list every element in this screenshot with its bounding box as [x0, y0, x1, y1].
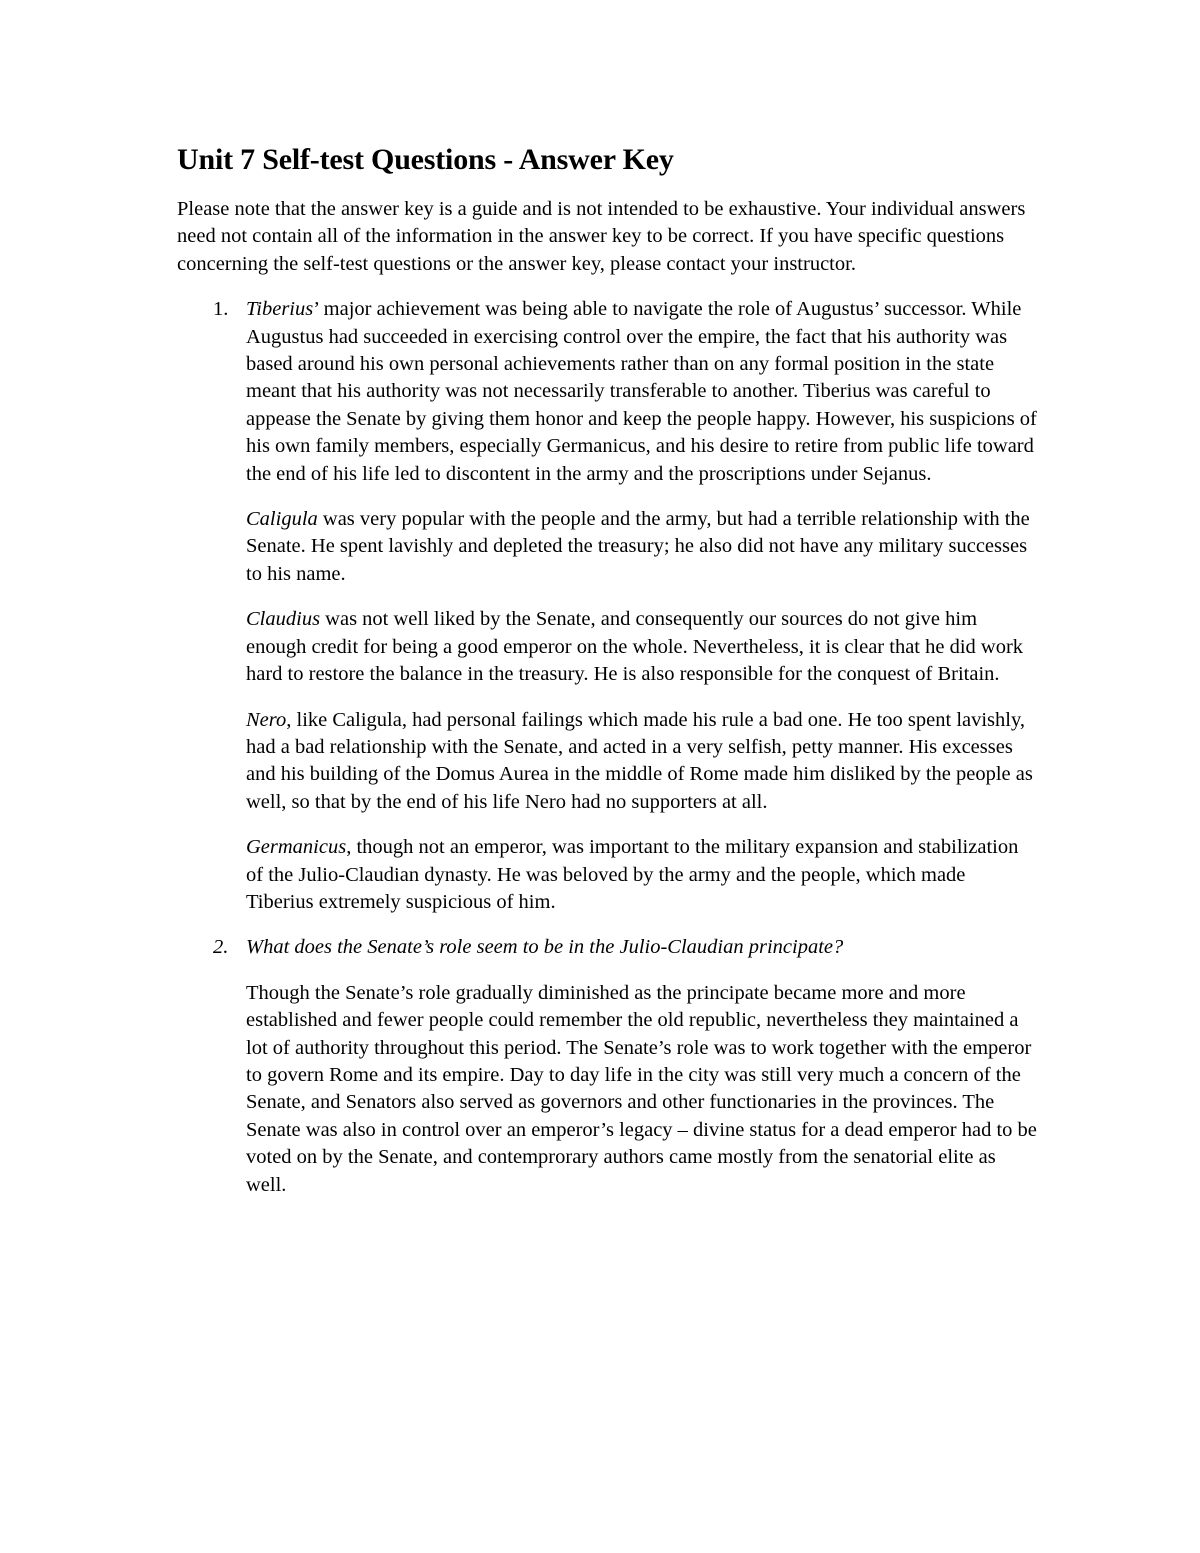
answer-paragraph-nero	[246, 707, 1037, 817]
question-list	[177, 296, 1037, 1199]
intro-paragraph: Please note that the answer key is a guide and is not intended to be exhaustive. Your individual answers need not contain all of the information in the answer key to be correct. If you have specific questions concerning the self-test questions or the answer key, please contact your instructor.	[177, 198, 1026, 275]
emperor-name: Germanicus	[246, 836, 347, 859]
question-item-1	[177, 296, 1037, 916]
question-number: 2.	[213, 936, 229, 959]
emperor-name: Caligula	[246, 508, 318, 531]
emperor-name: Claudius	[246, 608, 321, 631]
answer-paragraph-senate: Though the Senate’s role gradually diminished as the principate became more and more established and fewer people could remember the old republic, nevertheless they maintained a lot of authority throughout this period. The Senate’s role was to work together with the emperor to govern Rome and its empire. Day to day life in the city was still very much a concern of the Senate, and Senators also served as governors and other functionaries in the provinces. The Senate was also in control over an emperor’s legacy – divine status for a dead emperor had to be voted on by the Senate, and contemprorary authors came mostly from the senatorial elite as well.	[246, 981, 1037, 1196]
answer-paragraph-tiberius	[246, 296, 1037, 488]
question-text: What does the Senate’s role seem to be in the Julio-Claudian principate?	[246, 936, 844, 959]
answer-paragraph-claudius	[246, 606, 1037, 688]
question-item-2	[177, 934, 1037, 1199]
emperor-name: Nero	[246, 708, 287, 731]
question-number: 1.	[213, 298, 229, 321]
page-title: Unit 7 Self-test Questions - Answer Key	[177, 143, 674, 176]
paragraph-text: was very popular with the people and the army, but had a terrible relationship with the Senate. He spent lavishly and depleted the treasury; he also did not have any military successes to his name.	[246, 508, 1030, 585]
document-content	[177, 140, 1037, 1217]
paragraph-text: , though not an emperor, was important to the military expansion and stabilization of the Julio-Claudian dynasty. He was beloved by the army and the people, which made Tiberius extremely suspicious of him.	[246, 836, 1019, 913]
paragraph-text: ’ major achievement was being able to navigate the role of Augustus’ successor. While Augustus had succeeded in exercising control over the empire, the fact that his authority was based around his own personal achievements rather than on any formal position in the state meant that his authority was not necessarily transferable to another. Tiberius was careful to appease the Senate by giving them honor and keep the people happy. However, his suspicions of his own family members, especially Germanicus, and his desire to retire from public life toward the end of his life led to discontent in the army and the proscriptions under Sejanus.	[246, 298, 1037, 485]
answer-paragraph-germanicus	[246, 834, 1037, 916]
paragraph-text: , like Caligula, had personal failings which made his rule a bad one. He too spent lavishly, had a bad relationship with the Senate, and acted in a very selfish, petty manner. His excesses and his building of the Domus Aurea in the middle of Rome made him disliked by the people as well, so that by the end of his life Nero had no supporters at all.	[246, 708, 1033, 813]
emperor-name: Tiberius	[246, 298, 314, 321]
paragraph-text: was not well liked by the Senate, and consequently our sources do not give him enough credit for being a good emperor on the whole. Nevertheless, it is clear that he did work hard to restore the balance in the treasury. He is also responsible for the conquest of Britain.	[246, 608, 1024, 686]
answer-paragraph-caligula	[246, 506, 1037, 588]
